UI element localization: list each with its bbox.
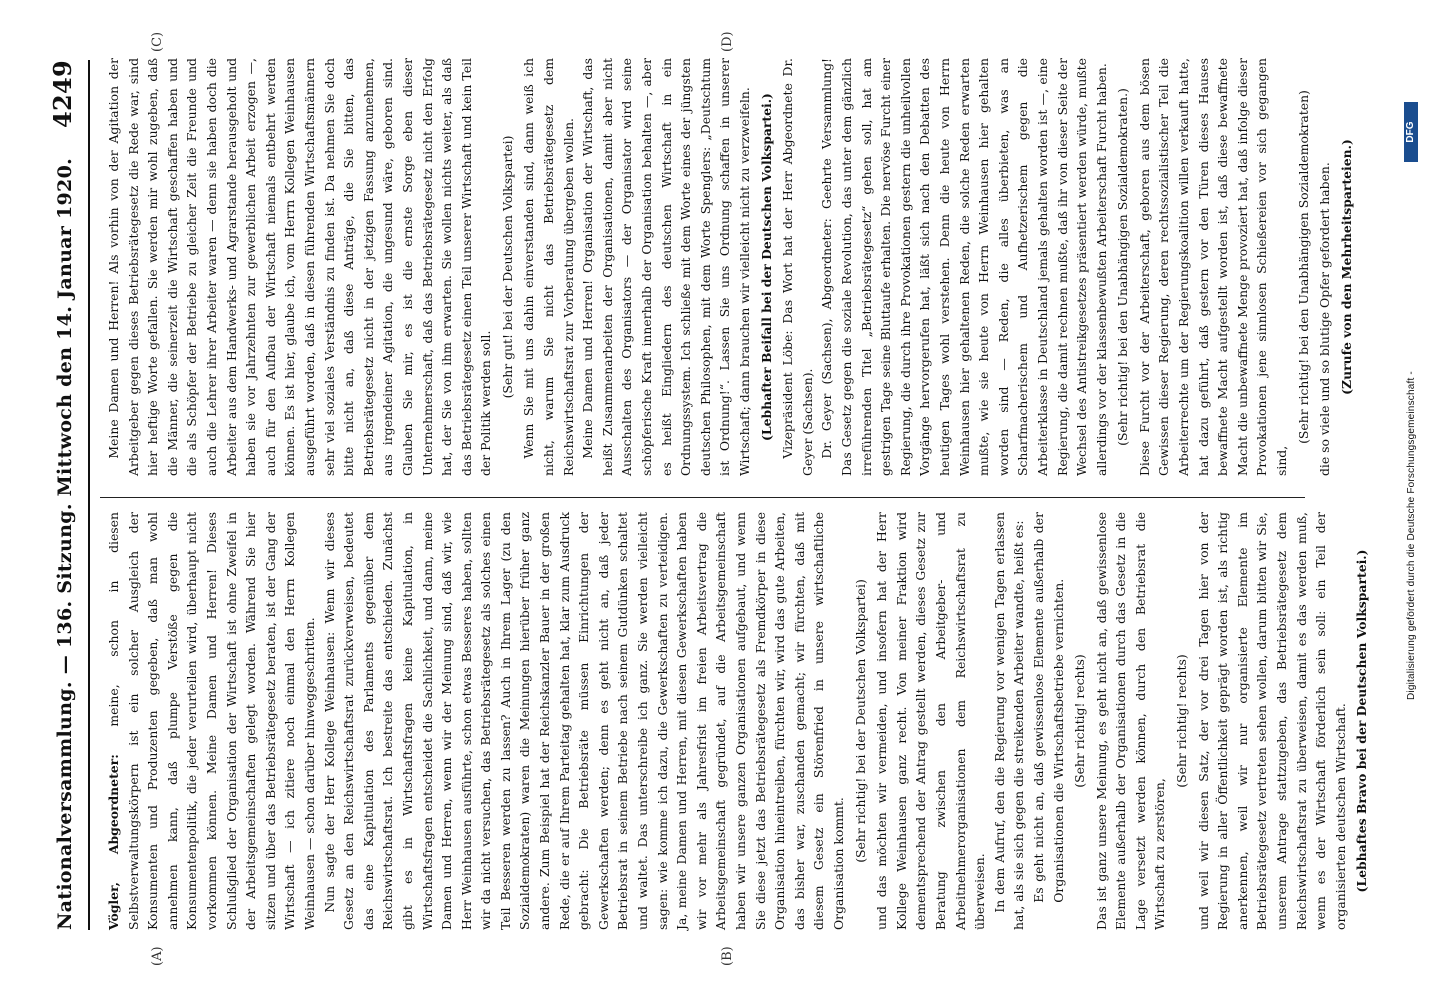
speaker-name: Vögler, Abgeordneter: [106,754,121,930]
paragraph: und das möchten wir vermeiden, und insofern hat der Herr Kollege Weinhausen ganz recht. Von meiner Fraktion wird dementsprechend der Antrag gestellt werden, dieses Gesetz zur Beratung zwischen den Arbeitgeber- und Arbeitnehmerorganisationen dem Reichswirtschaftsrat zu überweisen. [874,512,988,930]
paragraph: Meine Damen und Herren! Als vorhin von der Agitation der Arbeitgeber gegen dieses Betriebsrätegesetz die Rede war, sind hier heftige Worte gefallen. Sie werden mir wohl zugeben, daß die Männer, die seinerzeit die Wirtschaft geschaffen haben und die als Schöpfer der Betriebe zu gleicher Zeit die Freunde und auch die Lehrer ihrer Arbeiter waren — denn sie haben doch die Arbeiter aus dem Handwerks- und Agrarstande herausgeholt und haben sie vor Jahrzehnten zur gewerblichen Arbeit erzogen —, auch für den Aufbau der Wirtschaft niemals entbehrt werden können. Es ist hier, glaube ich, vom Herrn Kollegen Weinhausen ausgeführt worden, daß in diesen führenden Wirtschaftsmännern sehr viel soziales Verständnis zu finden ist. Da nehmen Sie doch bitte nicht an, daß diese Anträge, die Sie bitten, das Betriebsrätegesetz nicht in der jetzigen Fassung anzunehmen, aus irgendeiner Agitation, die ungesund wäre, geboren sind. Glauben Sie mir, es ist die ernste Sorge eben dieser Unternehmerschaft, daß das Betriebsrätegesetz nicht den Erfolg hat, der Sie von ihm erwarten. Sie wollen nichts weiter, als daß das Betriebsrätegesetz einen Teil unserer Wirtschaft und kein Teil der Politik werden soll. [106,58,494,476]
page-number: 4249 [48,60,77,128]
margin-mark-d: (D) [720,31,735,52]
margin-mark-b: (B) [720,946,735,966]
interjection: (Sehr richtig! bei den Unabhängigen Sozialdemokraten) [1295,90,1311,444]
paragraph: und weil wir diesen Satz, der vor drei Tagen hier von der Regierung in aller Öffentlichkeit geprägt worden ist, als richtig anerkennen, weil wir nur organisierte Elemente im Betriebsrätegesetz vertreten sehen wollen, darum bitten wir Sie, unserem Antrage stattzugeben, das Betriebsrätegesetz dem Reichswirtschaftsrat zu überweisen, damit es das werden muß, wenn es der Wirtschaft förderlich sein soll: ein Teil der organisierten deutschen Wirtschaft. [1195,512,1348,930]
interjection: (Sehr richtig! rechts) [1174,654,1190,788]
interjection: (Lebhaftes Bravo bei der Deutschen Volkspartei.) [1354,549,1370,893]
speaker-paragraph [104,512,320,930]
paragraph: Dr. Geyer (Sachsen), Abgeordneter: Geehrte Versammlung! Das Gesetz gegen die soziale Revolution, das unter dem gänzlich irreführenden Titel „Betriebsrätegesetz“ gehen soll, hat am gestrigen Tage seine Bluttaufe erhalten. Die nervöse Furcht einer Regierung, die durch ihre Provokationen gestern die unheilvollen Vorgänge hervorgerufen hat, läßt sich nach den Debatten des heutigen Tages wohl verstehen. Denn die heute von Herrn Weinhausen hier gehaltenen Reden, die solche Reden erwarten mußte, wie sie heute von Herrn Weinhausen hier gehalten worden sind — Reden, die alles überbieten, was an Scharfmacherischem und Aufhetzerischem gegen die Arbeiterklasse in Deutschland jemals gehalten worden ist —, eine Regierung, die damit rechnen mußte, daß ihr von dieser Seite der Wechsel des Antistreikgesetzes präsentiert werden würde, mußte allerdings vor der klassenbewußten Arbeiterschaft Furcht haben. [819,58,1109,476]
page-header [48,60,82,930]
interjection: (Lebhafter Beifall bei der Deutschen Volkspartei.) [758,93,774,441]
paragraph: Nun sagte der Herr Kollege Weinhausen: Wenn wir dieses Gesetz an den Reichswirtschaftsrat zurückverweisen, bedeutet das eine Kapitulation des Parlaments gegenüber dem Reichswirtschaftsrat. Ich bestreite das entschieden. Zunächst gibt es in Wirtschaftsfragen keine Kapitulation, in Wirtschaftsfragen entscheidet die Sachlichkeit, und dann, meine Damen und Herren, wenn wir der Meinung sind, daß wir, wie Herr Weinhausen ausführte, schon etwas Besseres haben, sollten wir da nicht versuchen, das Betriebsrätegesetz als solches einen Teil Besseren werden zu lassen? Auch in Ihrem Lager (zu den Sozialdemokraten) waren die Meinungen hierüber früher ganz andere. Zum Beispiel hat der Reichskanzler Bauer in der großen Rede, die er auf Ihrem Parteitag gehalten hat, klar zum Ausdruck gebracht: Die Betriebsräte müssen Einrichtungen der Gewerkschaften werden; denn es geht nicht an, daß jeder Betriebsrat in seinem Betriebe nach seinem Gutdünken schaltet und waltet. Das unterschreibe ich ganz. Sie werden vielleicht sagen: wie komme ich dazu, die Gewerkschaften zu verteidigen. Ja, meine Damen und Herren, mit diesen Gewerkschaften haben wir vor mehr als Jahresfrist im freien Arbeitsvertrag die Arbeitsgemeinschaft gegründet, auf die Arbeitsgemeinschaft haben wir unsere ganzen Organisationen aufgebaut, und wenn Sie diese jetzt das Betriebsrätegesetz als Fremdkörper in diese Organisation hineintreiben, fürchten wir, wird das gute Arbeiten, das bisher war, zuschanden gemacht; wir fürchten, daß mit diesem Gesetz ein Störenfried in unsere wirtschaftliche Organisation kommt. [321,512,846,930]
running-head: Nationalversammlung. — 136. Sitzung. Mittwoch den 14. Januar 1920. [54,157,76,930]
paragraph: Meine Damen und Herren! Organisation der Wirtschaft, das heißt Zusammenarbeiten der Organisationen, damit aber nicht Ausschalten des Organisators — der Organisator wird seine schöpferische Kraft innerhalb der Organisation behalten —, aber es heißt Eingliedern des deutschen Wirtschaft in ein Ordnungssystem. Ich schließe mit dem Worte eines der jüngsten deutschen Philosophen, mit dem Worte Spenglers: „Deutschtum ist Ordnung!“. Lassen Sie uns Ordnung schaffen in unserer Wirtschaft; dann brauchen wir vielleicht nicht zu verzweifeln. [580,58,752,476]
quotation: Es geht nicht an, daß gewissenlose Elemente außerhalb der Organisationen die Wirtschaftsbetriebe vernichten. [1030,512,1066,903]
interjection: (Zurufe von den Mehrheitsparteien.) [1338,139,1354,395]
paragraph: Das ist ganz unsere Meinung, es geht nicht an, daß gewissenlose Elemente außerhalb der Organisationen durch das Gesetz in die Lage versetzt werden können, durch den Betriebsrat die Wirtschaft zu zerstören, [1093,512,1168,930]
interjection: (Sehr richtig! rechts) [1072,654,1088,788]
digitization-credit: Digitalisierung gefördert durch die Deutsche Forschungsgemeinschaft - [1406,371,1417,700]
paragraph-text: meine, schon in diesen Selbstverwaltungskörpern ist ein solcher Ausgleich der Konsumenten und Produzenten gegeben, daß man wohl annehmen kann, daß plumpe Verstöße gegen die Konsumentenpolitik, die jeder verurteilen wird, überhaupt nicht vorkommen können. Meine Damen und Herren! Dieses Schlußglied der Organisation der Wirtschaft ist ohne Zweifel in der Arbeitsgemeinschaften gelegt worden. Während Sie hier sitzen und über das Betriebsrätegesetz beraten, ist der Gang der Wirtschaft — ich zitiere noch einmal den Herrn Kollegen Weinhausen — schon darüber hinweggeschritten. [106,512,317,930]
paragraph: In dem Aufruf, den die Regierung vor wenigen Tagen erlassen hat, als sie sich gegen die streikenden Arbeiter wandte, heißt es: [991,512,1027,930]
margin-mark-c: (C) [150,31,165,52]
header-rule [88,60,90,930]
interjection: (Sehr richtig! bei den Unabhängigen Sozialdemokraten.) [1115,88,1131,446]
interjection: (Sehr gut! bei der Deutschen Volkspartei) [499,135,515,399]
margin-mark-a: (A) [150,946,165,966]
column-left [104,512,1370,930]
paragraph: Diese Furcht vor der Arbeiterschaft, geboren aus dem bösen Gewissen dieser Regierung, deren rechtssozialistischer Teil die Arbeiterrechte um der Regierungskoalition willen verkauft hatte, hat dazu geführt, daß gestern vor den Türen dieses Hauses bewaffnete Macht aufgestellt worden ist, daß diese bewaffnete Macht die unbewaffnete Menge provoziert hat, daß infolge dieser Provokationen jene sinnlosen Schießereien vor sich gegangen sind, [1136,58,1290,476]
paragraph: die so viele und so blutige Opfer gefordert haben. [1317,162,1333,476]
paragraph: Wenn Sie mit uns dahin einverstanden sind, dann weiß ich nicht, warum Sie nicht das Betriebsrätegesetz dem Reichswirtschaftsrat zur Vorberatung übergeben wollen. [521,58,576,476]
column-divider [100,497,1305,498]
dfg-logo: DFG [1404,102,1418,162]
paragraph: Vizepräsident Löbe: Das Wort hat der Herr Abgeordnete Dr. Geyer (Sachsen). [780,58,815,476]
interjection: (Sehr richtig! bei der Deutschen Volkspartei) [852,579,868,863]
column-right [104,58,1354,476]
